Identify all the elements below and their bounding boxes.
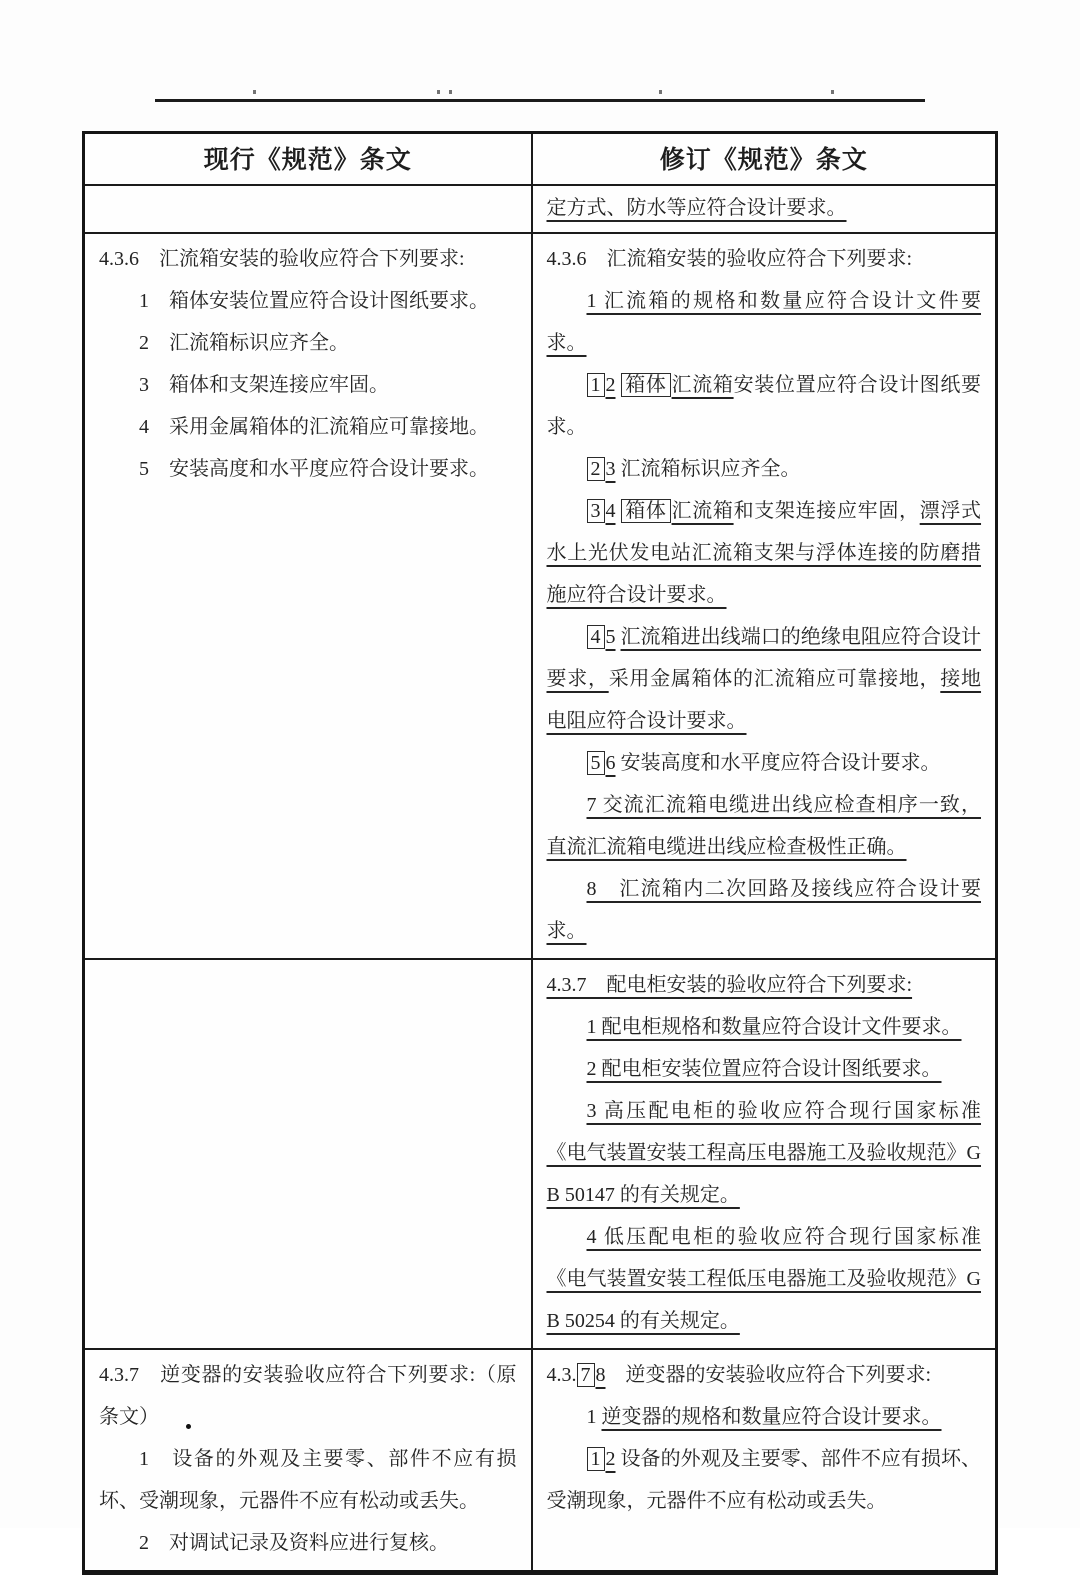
paragraph xyxy=(99,406,517,448)
deleted-text: 箱体 xyxy=(621,499,670,523)
text-run: 1 设备的外观及主要零、部件不应有损坏、受潮现象，元器件不应有松动或丢失。 xyxy=(99,1448,517,1512)
footer-dot xyxy=(186,1424,191,1429)
paragraph xyxy=(547,1048,982,1090)
paragraph xyxy=(547,1354,982,1396)
inserted-text: 1 配电柜规格和数量应符合设计文件要求。 xyxy=(586,1016,962,1038)
inserted-text: 接地电阻应符合设计要求。 xyxy=(546,668,982,732)
text-run: 安装位置应符合设计图纸要求。 xyxy=(546,374,982,438)
ink-speck xyxy=(449,90,452,94)
inserted-text: 3 xyxy=(605,458,616,480)
paragraph xyxy=(547,742,982,784)
paragraph xyxy=(547,1216,982,1342)
inserted-text: 漂浮式水上光伏发电站汇流箱支架与浮体连接的防磨措施应符合设计要求。 xyxy=(546,500,982,606)
inserted-text: 6 xyxy=(605,752,616,774)
ink-speck xyxy=(659,90,662,94)
deleted-text: 5 xyxy=(587,751,605,775)
table-row-continuation xyxy=(84,185,997,233)
inserted-text: 3 高压配电柜的验收应符合现行国家标准《电气装置安装工程高压电器施工及验收规范》GB 50147 的有关规定。 xyxy=(546,1100,981,1206)
inserted-text: 4 xyxy=(605,500,616,522)
paragraph xyxy=(547,964,982,1006)
deleted-text: 箱体 xyxy=(621,373,670,397)
ink-speck xyxy=(253,90,256,94)
inserted-text: 8 汇流箱内二次回路及接线应符合设计要求。 xyxy=(546,878,981,942)
paragraph xyxy=(99,280,517,322)
deleted-text: 7 xyxy=(577,1363,595,1387)
column-header-revised-spec: 修订《规范》条文 xyxy=(532,133,997,186)
text-run: 4.3.6 汇流箱安装的验收应符合下列要求: xyxy=(99,248,465,270)
text-run: 1 箱体安装位置应符合设计图纸要求。 xyxy=(139,290,489,312)
table-row-clause-436 xyxy=(84,233,997,959)
deleted-text: 1 xyxy=(587,373,605,397)
text-run: 4 采用金属箱体的汇流箱应可靠接地。 xyxy=(139,416,489,438)
deleted-text: 1 xyxy=(587,1447,605,1471)
inserted-text: 4.3.7 配电柜安装的验收应符合下列要求: xyxy=(546,974,913,996)
header-rule xyxy=(155,99,925,102)
inserted-text: 7 交流汇流箱电缆进出线应检查相序一致，直流汇流箱电缆进出线应检查极性正确。 xyxy=(546,794,981,858)
text-run: 汇流箱标识应齐全。 xyxy=(615,458,801,480)
text-run: 2 汇流箱标识应齐全。 xyxy=(139,332,349,354)
paragraph xyxy=(547,1090,982,1216)
inserted-text: 汇流箱 xyxy=(671,374,734,396)
cell-revised-continuation xyxy=(532,185,997,233)
paragraph xyxy=(547,187,982,229)
cell-revised-clause-436 xyxy=(532,233,997,959)
deleted-text: 3 xyxy=(587,499,605,523)
text-run: 逆变器的安装验收应符合下列要求: xyxy=(605,1364,932,1386)
inserted-text: 8 xyxy=(595,1364,606,1386)
text-run: 3 箱体和支架连接应牢固。 xyxy=(139,374,389,396)
paragraph xyxy=(547,1438,982,1522)
text-run: 4.3. xyxy=(546,1364,577,1386)
inserted-text: 逆变器的规格和数量应符合设计要求。 xyxy=(601,1406,942,1428)
table-header-row xyxy=(84,133,997,186)
table-row-clause-437-new xyxy=(84,959,997,1349)
paragraph xyxy=(99,364,517,406)
cell-current-clause-437-inverter xyxy=(84,1349,532,1573)
paragraph xyxy=(99,322,517,364)
inserted-text: 2 xyxy=(605,1448,616,1470)
paragraph xyxy=(99,1438,517,1522)
text-run: 采用金属箱体的汇流箱应可靠接地， xyxy=(608,668,941,690)
paragraph xyxy=(547,1396,982,1438)
text-run: 5 安装高度和水平度应符合设计要求。 xyxy=(139,458,489,480)
paragraph xyxy=(99,1522,517,1564)
cell-revised-clause-438-inverter xyxy=(532,1349,997,1573)
paragraph xyxy=(547,1006,982,1048)
text-run: 安装高度和水平度应符合设计要求。 xyxy=(615,752,941,774)
inserted-text: 汇流箱 xyxy=(671,500,734,522)
paragraph xyxy=(547,364,982,448)
inserted-text: 5 xyxy=(605,626,616,648)
paragraph xyxy=(99,448,517,490)
paragraph xyxy=(547,238,982,280)
ink-speck xyxy=(831,90,834,94)
paragraph xyxy=(99,238,517,280)
cell-current-empty xyxy=(84,959,532,1349)
cell-current-continuation xyxy=(84,185,532,233)
paragraph xyxy=(547,280,982,364)
text-run: 1 xyxy=(586,1406,602,1428)
paragraph xyxy=(99,1354,517,1438)
clause-comparison-table xyxy=(82,131,998,1575)
text-run: 2 对调试记录及资料应进行复核。 xyxy=(139,1532,449,1554)
column-header-current-spec: 现行《规范》条文 xyxy=(84,133,532,186)
paragraph xyxy=(547,490,982,616)
inserted-text: 汇流箱进出线端口的绝缘电阻应符合设计要求， xyxy=(546,626,982,690)
inserted-text: 2 配电柜安装位置应符合设计图纸要求。 xyxy=(586,1058,942,1080)
cell-revised-clause-437 xyxy=(532,959,997,1349)
deleted-text: 2 xyxy=(587,457,605,481)
text-run: 和支架连接应牢固， xyxy=(733,500,920,522)
deleted-text: 4 xyxy=(587,625,605,649)
ink-speck xyxy=(437,90,440,94)
paragraph xyxy=(547,616,982,742)
paragraph xyxy=(547,448,982,490)
inserted-text: 2 xyxy=(605,374,616,396)
text-run: 4.3.7 逆变器的安装验收应符合下列要求:（原条文） xyxy=(99,1364,517,1428)
cell-current-clause-436 xyxy=(84,233,532,959)
table-row-clause-inverter xyxy=(84,1349,997,1573)
inserted-text: 1 汇流箱的规格和数量应符合设计文件要求。 xyxy=(546,290,981,354)
inserted-text: 4 低压配电柜的验收应符合现行国家标准《电气装置安装工程低压电器施工及验收规范》GB 50254 的有关规定。 xyxy=(546,1226,981,1332)
paragraph xyxy=(547,868,982,952)
text-run: 设备的外观及主要零、部件不应有损坏、受潮现象，元器件不应有松动或丢失。 xyxy=(546,1448,981,1512)
inserted-text: 定方式、防水等应符合设计要求。 xyxy=(546,197,847,219)
paragraph xyxy=(547,784,982,868)
text-run: 4.3.6 汇流箱安装的验收应符合下列要求: xyxy=(546,248,913,270)
